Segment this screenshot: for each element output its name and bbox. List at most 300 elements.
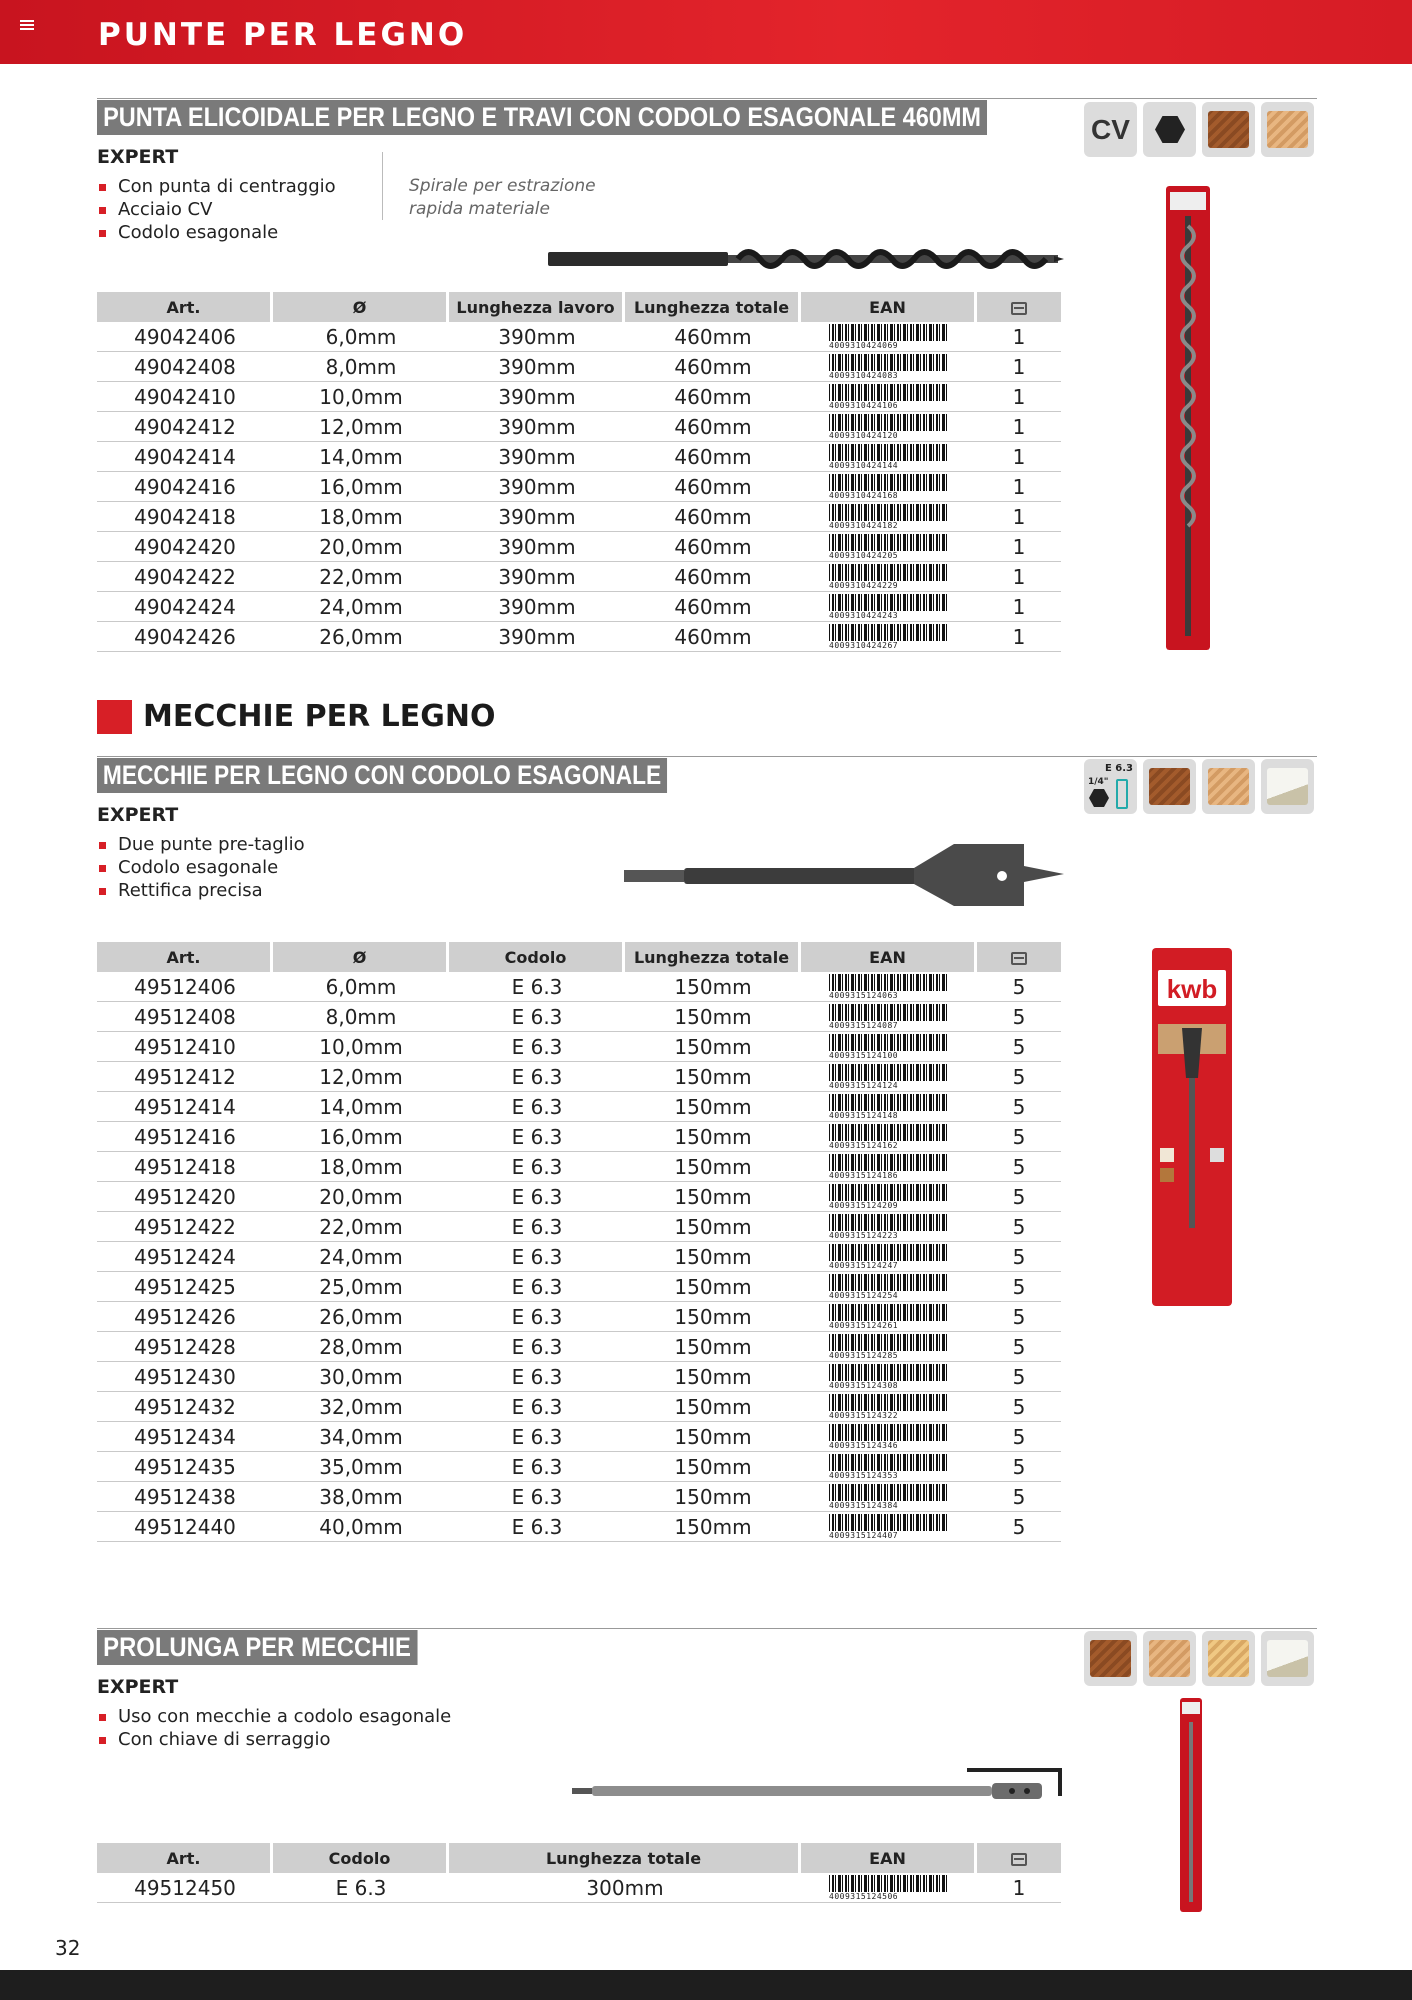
table-row <box>97 352 1061 382</box>
ean-number: 4009315124308 <box>829 1381 949 1390</box>
cell-art: 49042410 <box>97 382 273 412</box>
cell-art: 49512430 <box>97 1362 273 1392</box>
auger-bit-package-image <box>1166 186 1210 650</box>
cell-pack: 1 <box>977 322 1061 352</box>
wood-icon <box>1267 111 1308 148</box>
laminate-badge <box>1261 1631 1314 1686</box>
feature-list <box>97 833 305 902</box>
cell-shank: E 6.3 <box>449 1302 625 1332</box>
ean-barcode <box>829 1094 949 1120</box>
cell-dia: 16,0mm <box>273 472 449 502</box>
table-row <box>97 1092 1061 1122</box>
cell-dia: 24,0mm <box>273 1242 449 1272</box>
cell-shank: E 6.3 <box>449 1182 625 1212</box>
ean-number: 4009315124346 <box>829 1441 949 1450</box>
cell-shank: E 6.3 <box>449 1212 625 1242</box>
cell-ean <box>801 472 977 502</box>
cell-pack: 5 <box>977 1032 1061 1062</box>
cell-dia: 10,0mm <box>273 1032 449 1062</box>
cell-work: 390mm <box>449 592 625 622</box>
cell-total: 150mm <box>625 1182 801 1212</box>
cell-art: 49042406 <box>97 322 273 352</box>
cell-ean <box>801 1452 977 1482</box>
col-header-ean: EAN <box>801 292 977 322</box>
cell-total: 460mm <box>625 352 801 382</box>
product-title: PROLUNGA PER MECCHIE <box>97 1630 417 1665</box>
cell-art: 49042426 <box>97 622 273 652</box>
cell-ean <box>801 532 977 562</box>
ean-number: 4009315124148 <box>829 1111 949 1120</box>
cell-art: 49042420 <box>97 532 273 562</box>
cell-total: 150mm <box>625 1242 801 1272</box>
table-row <box>97 1182 1061 1212</box>
col-header-pack <box>977 942 1061 972</box>
ean-barcode <box>829 354 949 380</box>
wood-icon <box>1090 1640 1131 1677</box>
section-divider <box>97 1628 1317 1629</box>
cell-dia: 14,0mm <box>273 442 449 472</box>
cell-pack: 1 <box>977 442 1061 472</box>
col-header-diameter: Ø <box>273 292 449 322</box>
cell-art: 49512440 <box>97 1512 273 1542</box>
cell-art: 49512434 <box>97 1422 273 1452</box>
ean-number: 4009315124353 <box>829 1471 949 1480</box>
table-row <box>97 322 1061 352</box>
feature-item: Uso con mecchie a codolo esagonale <box>97 1705 451 1728</box>
cell-total: 150mm <box>625 1392 801 1422</box>
softwood-badge <box>1143 1631 1196 1686</box>
cell-work: 390mm <box>449 562 625 592</box>
cell-total: 150mm <box>625 1062 801 1092</box>
table-row <box>97 1302 1061 1332</box>
table-row <box>97 382 1061 412</box>
product1-table <box>97 292 1061 652</box>
ean-barcode <box>829 444 949 470</box>
ean-number: 4009310424243 <box>829 611 949 620</box>
material-badges <box>1084 759 1314 814</box>
cell-shank: E 6.3 <box>449 1242 625 1272</box>
cell-art: 49512432 <box>97 1392 273 1422</box>
chipboard-badge <box>1261 759 1314 814</box>
cell-dia: 38,0mm <box>273 1482 449 1512</box>
cell-shank: E 6.3 <box>449 1482 625 1512</box>
cell-art: 49512450 <box>97 1873 273 1903</box>
table-row <box>97 1512 1061 1542</box>
product-brand: EXPERT <box>97 146 179 168</box>
cell-ean <box>801 1362 977 1392</box>
col-header-art: Art. <box>97 942 273 972</box>
cell-ean <box>801 502 977 532</box>
cell-total: 150mm <box>625 1512 801 1542</box>
cell-work: 390mm <box>449 622 625 652</box>
cell-art: 49512424 <box>97 1242 273 1272</box>
cell-total: 460mm <box>625 382 801 412</box>
cell-work: 390mm <box>449 352 625 382</box>
cell-ean <box>801 1302 977 1332</box>
cell-art: 49512408 <box>97 1002 273 1032</box>
cell-pack: 5 <box>977 1062 1061 1092</box>
cell-dia: 10,0mm <box>273 382 449 412</box>
cell-dia: 12,0mm <box>273 1062 449 1092</box>
table-row <box>97 1452 1061 1482</box>
cell-total: 300mm <box>449 1873 801 1903</box>
cell-dia: 34,0mm <box>273 1422 449 1452</box>
cell-total: 150mm <box>625 1032 801 1062</box>
cell-dia: 14,0mm <box>273 1092 449 1122</box>
cell-total: 150mm <box>625 1482 801 1512</box>
table-row <box>97 562 1061 592</box>
feature-item: Con punta di centraggio <box>97 175 336 198</box>
cell-pack: 5 <box>977 1452 1061 1482</box>
table-row <box>97 502 1061 532</box>
spade-bit-package-image <box>1152 948 1232 1306</box>
cell-ean <box>801 1332 977 1362</box>
ean-barcode <box>829 534 949 560</box>
wood-icon <box>1149 768 1190 805</box>
cell-art: 49512438 <box>97 1482 273 1512</box>
ean-barcode <box>829 474 949 500</box>
cell-total: 150mm <box>625 1092 801 1122</box>
cell-dia: 18,0mm <box>273 1152 449 1182</box>
ean-barcode <box>829 1364 949 1390</box>
cell-pack: 5 <box>977 1332 1061 1362</box>
cell-total: 150mm <box>625 1212 801 1242</box>
table-row <box>97 442 1061 472</box>
cell-pack: 1 <box>977 352 1061 382</box>
package-icon <box>1011 952 1027 965</box>
ean-number: 4009315124285 <box>829 1351 949 1360</box>
ean-barcode <box>829 1875 949 1901</box>
cell-ean <box>801 1092 977 1122</box>
ean-barcode <box>829 414 949 440</box>
cell-work: 390mm <box>449 532 625 562</box>
cell-pack: 1 <box>977 382 1061 412</box>
cell-ean <box>801 442 977 472</box>
package-brand-logo: kwb <box>1166 974 1218 1004</box>
table-row <box>97 622 1061 652</box>
cell-pack: 5 <box>977 1422 1061 1452</box>
ean-barcode <box>829 624 949 650</box>
table-row <box>97 1482 1061 1512</box>
cell-pack: 1 <box>977 592 1061 622</box>
col-header-total-length: Lunghezza totale <box>625 942 801 972</box>
cell-art: 49042418 <box>97 502 273 532</box>
cell-shank: E 6.3 <box>449 1062 625 1092</box>
cell-pack: 5 <box>977 1182 1061 1212</box>
ean-barcode <box>829 974 949 1000</box>
cell-shank: E 6.3 <box>273 1873 449 1903</box>
col-header-ean: EAN <box>801 942 977 972</box>
ean-barcode <box>829 1274 949 1300</box>
cell-dia: 8,0mm <box>273 1002 449 1032</box>
product-note <box>409 175 596 221</box>
cell-pack: 1 <box>977 502 1061 532</box>
cell-total: 150mm <box>625 1302 801 1332</box>
ean-number: 4009310424069 <box>829 341 949 350</box>
ean-barcode <box>829 1484 949 1510</box>
cell-dia: 6,0mm <box>273 972 449 1002</box>
wood-icon <box>1208 768 1249 805</box>
ean-number: 4009315124322 <box>829 1411 949 1420</box>
table-row <box>97 1212 1061 1242</box>
feature-item: Rettifica precisa <box>97 879 305 902</box>
cell-dia: 20,0mm <box>273 1182 449 1212</box>
feature-item: Codolo esagonale <box>97 221 336 244</box>
cell-shank: E 6.3 <box>449 1362 625 1392</box>
cell-pack: 5 <box>977 1392 1061 1422</box>
ean-number: 4009315124063 <box>829 991 949 1000</box>
cell-ean <box>801 1242 977 1272</box>
cell-ean <box>801 972 977 1002</box>
col-header-art: Art. <box>97 292 273 322</box>
wood-icon <box>1208 111 1249 148</box>
table-row <box>97 1422 1061 1452</box>
hexagon-icon <box>1155 116 1185 143</box>
ean-barcode <box>829 564 949 590</box>
ean-number: 4009310424182 <box>829 521 949 530</box>
feature-item: Con chiave di serraggio <box>97 1728 451 1751</box>
cell-pack: 5 <box>977 1362 1061 1392</box>
material-badges <box>1084 102 1314 157</box>
cell-total: 150mm <box>625 1152 801 1182</box>
feature-list <box>97 175 336 244</box>
col-header-total-length: Lunghezza totale <box>625 292 801 322</box>
ean-barcode <box>829 1334 949 1360</box>
cell-art: 49512435 <box>97 1452 273 1482</box>
footer-bar <box>0 1970 1412 2000</box>
table-row <box>97 1873 1061 1903</box>
cell-art: 49512412 <box>97 1062 273 1092</box>
cell-total: 150mm <box>625 1122 801 1152</box>
product2-table <box>97 942 1061 1542</box>
ean-number: 4009315124506 <box>829 1892 949 1901</box>
cell-art: 49512425 <box>97 1272 273 1302</box>
product-brand: EXPERT <box>97 1676 179 1698</box>
cell-pack: 5 <box>977 1242 1061 1272</box>
hardwood-badge <box>1143 759 1196 814</box>
cell-shank: E 6.3 <box>449 1512 625 1542</box>
table-row <box>97 1362 1061 1392</box>
cell-shank: E 6.3 <box>449 1332 625 1362</box>
package-icon <box>1011 302 1027 315</box>
cell-shank: E 6.3 <box>449 1002 625 1032</box>
ean-number: 4009310424205 <box>829 551 949 560</box>
cell-work: 390mm <box>449 502 625 532</box>
product-title: PUNTA ELICOIDALE PER LEGNO E TRAVI CON CODOLO ESAGONALE 460MM <box>97 100 987 135</box>
cell-total: 150mm <box>625 972 801 1002</box>
table-row <box>97 1242 1061 1272</box>
cell-dia: 26,0mm <box>273 622 449 652</box>
cell-total: 150mm <box>625 1422 801 1452</box>
menu-icon[interactable] <box>20 20 34 32</box>
cell-shank: E 6.3 <box>449 1032 625 1062</box>
cell-ean <box>801 562 977 592</box>
spade-bit-image <box>624 842 1068 910</box>
category-title: MECCHIE PER LEGNO <box>143 699 496 734</box>
cell-dia: 16,0mm <box>273 1122 449 1152</box>
ean-number: 4009315124124 <box>829 1081 949 1090</box>
cell-dia: 20,0mm <box>273 532 449 562</box>
cell-shank: E 6.3 <box>449 1452 625 1482</box>
ean-barcode <box>829 1034 949 1060</box>
cell-shank: E 6.3 <box>449 1272 625 1302</box>
cell-pack: 5 <box>977 1212 1061 1242</box>
board-icon <box>1267 768 1308 805</box>
cell-art: 49042416 <box>97 472 273 502</box>
ean-barcode <box>829 1514 949 1540</box>
ean-barcode <box>829 1064 949 1090</box>
ean-barcode <box>829 1214 949 1240</box>
cell-total: 150mm <box>625 1272 801 1302</box>
cell-ean <box>801 622 977 652</box>
cell-work: 390mm <box>449 472 625 502</box>
cell-ean <box>801 592 977 622</box>
cell-art: 49512414 <box>97 1092 273 1122</box>
ean-number: 4009310424168 <box>829 491 949 500</box>
ean-barcode <box>829 504 949 530</box>
cell-total: 460mm <box>625 322 801 352</box>
cell-shank: E 6.3 <box>449 1092 625 1122</box>
feature-list <box>97 1705 451 1751</box>
section-divider <box>97 98 1317 99</box>
cell-pack: 1 <box>977 472 1061 502</box>
ean-barcode <box>829 1184 949 1210</box>
ean-barcode <box>829 1004 949 1030</box>
ean-number: 4009315124407 <box>829 1531 949 1540</box>
ean-number: 4009315124261 <box>829 1321 949 1330</box>
cell-art: 49512410 <box>97 1032 273 1062</box>
cell-total: 460mm <box>625 472 801 502</box>
table-row <box>97 972 1061 1002</box>
auger-bit-image <box>548 244 1064 274</box>
header-bar <box>0 0 1412 64</box>
cell-ean <box>801 1212 977 1242</box>
cell-dia: 40,0mm <box>273 1512 449 1542</box>
table-row <box>97 472 1061 502</box>
cell-ean <box>801 322 977 352</box>
cell-shank: E 6.3 <box>449 1152 625 1182</box>
ean-barcode <box>829 1424 949 1450</box>
table-row <box>97 532 1061 562</box>
cell-art: 49512422 <box>97 1212 273 1242</box>
ean-number: 4009310424083 <box>829 371 949 380</box>
table-row <box>97 1392 1061 1422</box>
hardwood-badge <box>1202 102 1255 157</box>
cell-pack: 5 <box>977 1482 1061 1512</box>
hex-shank-e63-badge: E 6.3 1/4" <box>1084 759 1137 814</box>
cell-pack: 1 <box>977 412 1061 442</box>
cell-ean <box>801 1272 977 1302</box>
table-row <box>97 1152 1061 1182</box>
cell-ean <box>801 1873 977 1903</box>
cell-total: 150mm <box>625 1332 801 1362</box>
pine-badge <box>1202 1631 1255 1686</box>
ean-number: 4009315124223 <box>829 1231 949 1240</box>
ean-number: 4009310424120 <box>829 431 949 440</box>
cell-total: 460mm <box>625 412 801 442</box>
cell-total: 460mm <box>625 592 801 622</box>
cell-pack: 5 <box>977 1512 1061 1542</box>
softwood-badge <box>1202 759 1255 814</box>
cell-pack: 1 <box>977 532 1061 562</box>
col-header-shank: Codolo <box>449 942 625 972</box>
table-row <box>97 412 1061 442</box>
wood-icon <box>1149 1640 1190 1677</box>
board-icon <box>1267 1640 1308 1677</box>
ean-number: 4009315124254 <box>829 1291 949 1300</box>
ean-barcode <box>829 1454 949 1480</box>
cell-total: 460mm <box>625 502 801 532</box>
ean-number: 4009315124100 <box>829 1051 949 1060</box>
cell-shank: E 6.3 <box>449 1422 625 1452</box>
cell-pack: 5 <box>977 1302 1061 1332</box>
cell-dia: 18,0mm <box>273 502 449 532</box>
cell-ean <box>801 1422 977 1452</box>
hardwood-badge <box>1084 1631 1137 1686</box>
page-number: 32 <box>55 1936 81 1960</box>
extension-package-image <box>1180 1698 1202 1912</box>
cell-ean <box>801 1482 977 1512</box>
cell-pack: 1 <box>977 1873 1061 1903</box>
cell-ean <box>801 1002 977 1032</box>
table-row <box>97 592 1061 622</box>
section-divider <box>97 756 1317 757</box>
softwood-badge <box>1261 102 1314 157</box>
cell-ean <box>801 1122 977 1152</box>
ean-number: 4009310424144 <box>829 461 949 470</box>
cell-pack: 5 <box>977 1122 1061 1152</box>
table-row <box>97 1272 1061 1302</box>
cell-dia: 25,0mm <box>273 1272 449 1302</box>
cell-art: 49042412 <box>97 412 273 442</box>
col-header-pack <box>977 1843 1061 1873</box>
ean-number: 4009315124162 <box>829 1141 949 1150</box>
cell-shank: E 6.3 <box>449 1122 625 1152</box>
shank-icon <box>1116 779 1128 809</box>
table-row <box>97 1062 1061 1092</box>
cv-steel-badge: CV <box>1084 102 1137 157</box>
cell-art: 49042424 <box>97 592 273 622</box>
cell-pack: 5 <box>977 1002 1061 1032</box>
cell-art: 49042408 <box>97 352 273 382</box>
ean-barcode <box>829 1244 949 1270</box>
cell-dia: 24,0mm <box>273 592 449 622</box>
cell-dia: 6,0mm <box>273 322 449 352</box>
cell-work: 390mm <box>449 442 625 472</box>
cell-ean <box>801 382 977 412</box>
cell-dia: 22,0mm <box>273 562 449 592</box>
note-divider <box>382 152 383 220</box>
cell-ean <box>801 1392 977 1422</box>
cell-total: 150mm <box>625 1452 801 1482</box>
cell-shank: E 6.3 <box>449 972 625 1002</box>
cell-shank: E 6.3 <box>449 1392 625 1422</box>
note-line: rapida materiale <box>409 199 550 219</box>
wood-icon <box>1208 1640 1249 1677</box>
cell-total: 150mm <box>625 1362 801 1392</box>
cell-pack: 5 <box>977 1152 1061 1182</box>
cell-ean <box>801 1062 977 1092</box>
feature-item: Codolo esagonale <box>97 856 305 879</box>
ean-number: 4009315124247 <box>829 1261 949 1270</box>
cell-ean <box>801 1032 977 1062</box>
cell-ean <box>801 1512 977 1542</box>
cell-dia: 26,0mm <box>273 1302 449 1332</box>
material-badges <box>1084 1631 1314 1686</box>
col-header-total-length: Lunghezza totale <box>449 1843 801 1873</box>
cell-dia: 22,0mm <box>273 1212 449 1242</box>
cell-pack: 1 <box>977 562 1061 592</box>
